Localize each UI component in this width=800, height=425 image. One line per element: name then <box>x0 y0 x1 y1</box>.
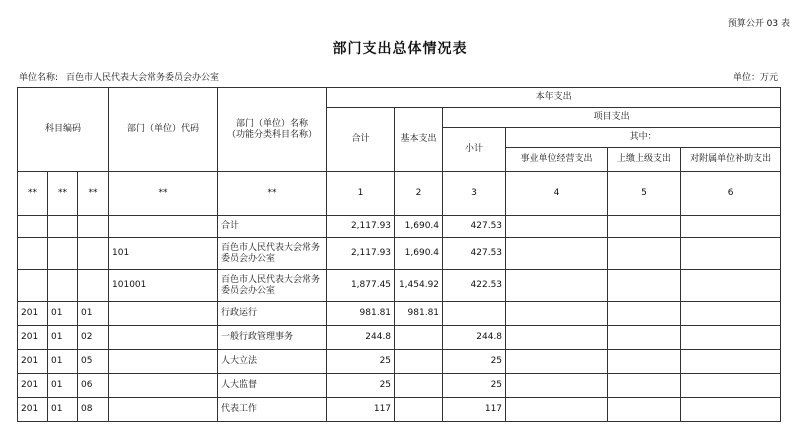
dept-code-cell <box>109 302 218 326</box>
total-cell: 25 <box>327 374 395 398</box>
total-cell: 244.8 <box>327 326 395 350</box>
business-cell <box>506 374 608 398</box>
basic-cell <box>395 374 443 398</box>
subsidy-cell <box>681 216 781 238</box>
business-cell <box>506 270 608 302</box>
header-project: 项目支出 <box>443 108 781 128</box>
business-cell <box>506 238 608 270</box>
subject-class-cell <box>18 270 48 302</box>
subtotal-cell: 117 <box>443 398 506 422</box>
index-cell: ** <box>78 172 109 216</box>
subject-class-cell <box>18 216 48 238</box>
subject-item-cell <box>48 216 78 238</box>
header-dept-name-line2: （功能分类科目名称） <box>227 129 318 140</box>
subject-class-cell: 201 <box>18 326 48 350</box>
table-row <box>18 374 781 398</box>
subject-sub-cell: 08 <box>78 398 109 422</box>
basic-cell <box>395 350 443 374</box>
table-row <box>18 216 781 238</box>
business-cell <box>506 326 608 350</box>
index-row <box>18 172 781 216</box>
index-cell: 2 <box>395 172 443 216</box>
subsidy-cell <box>681 374 781 398</box>
basic-cell: 1,454.92 <box>395 270 443 302</box>
index-cell: ** <box>18 172 48 216</box>
dept-code-cell: 101 <box>109 238 218 270</box>
subject-item-cell: 01 <box>48 350 78 374</box>
subject-sub-cell <box>78 216 109 238</box>
subtotal-cell: 427.53 <box>443 216 506 238</box>
subsidy-cell <box>681 350 781 374</box>
dept-name-cell: 代表工作 <box>218 398 327 422</box>
dept-name-cell: 人大监督 <box>218 374 327 398</box>
dept-code-cell <box>109 350 218 374</box>
header-dept-code: 部门（单位）代码 <box>109 88 218 172</box>
subtotal-cell: 25 <box>443 350 506 374</box>
header-among: 其中： <box>506 128 781 148</box>
total-cell: 2,117.93 <box>327 238 395 270</box>
form-code: 预算公开 03 表 <box>727 19 790 29</box>
basic-cell: 981.81 <box>395 302 443 326</box>
basic-cell: 1,690.4 <box>395 238 443 270</box>
table-body <box>18 216 781 422</box>
subject-sub-cell: 02 <box>78 326 109 350</box>
index-cell: ** <box>109 172 218 216</box>
index-cell: ** <box>218 172 327 216</box>
index-cell: 4 <box>506 172 608 216</box>
subtotal-cell: 244.8 <box>443 326 506 350</box>
subject-class-cell: 201 <box>18 302 48 326</box>
header-basic: 基本支出 <box>395 108 443 172</box>
table-row <box>18 238 781 270</box>
subtotal-cell: 422.53 <box>443 270 506 302</box>
header-total: 合计 <box>327 108 395 172</box>
table-row <box>18 326 781 350</box>
money-unit: 单位：万元 <box>732 73 778 83</box>
page-title: 部门支出总体情况表 <box>332 41 468 57</box>
header-subtotal: 小计 <box>443 128 506 172</box>
subsidy-cell <box>681 326 781 350</box>
subject-class-cell: 201 <box>18 350 48 374</box>
subject-class-cell: 201 <box>18 398 48 422</box>
header-remit: 上缴上级支出 <box>608 148 681 172</box>
table-row <box>18 302 781 326</box>
subtotal-cell: 427.53 <box>443 238 506 270</box>
remit-cell <box>608 350 681 374</box>
business-cell <box>506 350 608 374</box>
dept-name-cell: 合计 <box>218 216 327 238</box>
unit-name <box>19 70 219 83</box>
basic-cell: 1,690.4 <box>395 216 443 238</box>
table-row <box>18 398 781 422</box>
subsidy-cell <box>681 302 781 326</box>
subsidy-cell <box>681 270 781 302</box>
unit-name-label: 单位名称: <box>19 73 59 83</box>
total-cell: 117 <box>327 398 395 422</box>
index-cell: 3 <box>443 172 506 216</box>
expense-table <box>17 87 781 422</box>
remit-cell <box>608 302 681 326</box>
dept-name-cell: 百色市人民代表大会常务委员会办公室 <box>218 270 327 302</box>
dept-name-cell: 行政运行 <box>218 302 327 326</box>
index-cell: 6 <box>681 172 781 216</box>
subject-sub-cell: 01 <box>78 302 109 326</box>
dept-code-cell <box>109 398 218 422</box>
subject-item-cell: 01 <box>48 326 78 350</box>
dept-code-cell <box>109 326 218 350</box>
basic-cell <box>395 326 443 350</box>
total-cell: 1,877.45 <box>327 270 395 302</box>
table-row <box>18 270 781 302</box>
subject-class-cell: 201 <box>18 374 48 398</box>
dept-name-cell: 百色市人民代表大会常务委员会办公室 <box>218 238 327 270</box>
subject-item-cell: 01 <box>48 374 78 398</box>
remit-cell <box>608 326 681 350</box>
unit-name-value: 百色市人民代表大会常务委员会办公室 <box>66 73 220 83</box>
dept-code-cell: 101001 <box>109 270 218 302</box>
subtotal-cell: 25 <box>443 374 506 398</box>
subject-item-cell <box>48 270 78 302</box>
dept-name-cell: 人大立法 <box>218 350 327 374</box>
subject-item-cell: 01 <box>48 398 78 422</box>
header-dept-name <box>218 88 327 172</box>
header-business: 事业单位经营支出 <box>506 148 608 172</box>
subject-sub-cell <box>78 238 109 270</box>
subtotal-cell <box>443 302 506 326</box>
dept-code-cell <box>109 216 218 238</box>
index-cell: 1 <box>327 172 395 216</box>
total-cell: 981.81 <box>327 302 395 326</box>
total-cell: 25 <box>327 350 395 374</box>
table-header <box>18 88 781 216</box>
header-subject-code: 科目编码 <box>18 88 109 172</box>
table-row <box>18 350 781 374</box>
subject-sub-cell: 06 <box>78 374 109 398</box>
index-cell: ** <box>48 172 78 216</box>
subject-item-cell: 01 <box>48 302 78 326</box>
total-cell: 2,117.93 <box>327 216 395 238</box>
remit-cell <box>608 238 681 270</box>
basic-cell <box>395 398 443 422</box>
subject-class-cell <box>18 238 48 270</box>
index-cell: 5 <box>608 172 681 216</box>
header-dept-name-line1: 部门（单位）名称 <box>236 118 309 129</box>
subsidy-cell <box>681 398 781 422</box>
subject-sub-cell <box>78 270 109 302</box>
remit-cell <box>608 398 681 422</box>
dept-name-cell: 一般行政管理事务 <box>218 326 327 350</box>
subsidy-cell <box>681 238 781 270</box>
subject-sub-cell: 05 <box>78 350 109 374</box>
subject-item-cell <box>48 238 78 270</box>
remit-cell <box>608 374 681 398</box>
business-cell <box>506 302 608 326</box>
header-subsidy: 对附属单位补助支出 <box>681 148 781 172</box>
remit-cell <box>608 216 681 238</box>
remit-cell <box>608 270 681 302</box>
business-cell <box>506 398 608 422</box>
business-cell <box>506 216 608 238</box>
header-year-expense: 本年支出 <box>327 88 781 108</box>
dept-code-cell <box>109 374 218 398</box>
